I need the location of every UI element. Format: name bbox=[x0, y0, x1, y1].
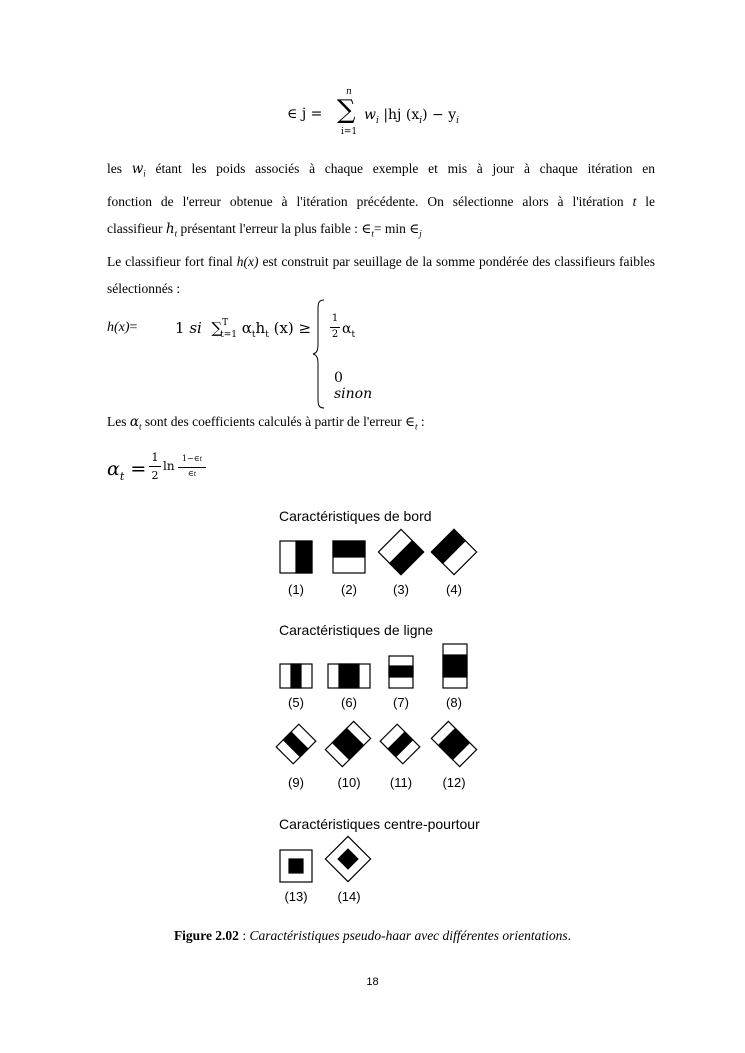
feature-8-icon bbox=[443, 644, 467, 688]
feature-10-icon bbox=[325, 721, 370, 766]
eq2-frac-num: 1 bbox=[151, 451, 159, 464]
eq2-den: ∈t bbox=[187, 469, 197, 478]
feature-label-2: (2) bbox=[341, 582, 357, 597]
feature-label-7: (7) bbox=[393, 695, 409, 710]
feature-label-12: (12) bbox=[442, 775, 466, 790]
eq2-lhs: $\alpha_t$ = bbox=[107, 458, 147, 483]
heading-edge-features: Caractéristiques de bord bbox=[279, 508, 432, 524]
feature-4-icon bbox=[431, 529, 476, 574]
rhs-alpha: $\alpha_t$ bbox=[342, 321, 356, 340]
p1-line1: les $w_i$ étant les poids associés à chaque exemple et mis à jour à chaque itération en bbox=[107, 161, 656, 179]
p1-line2: fonction de l'erreur obtenue à l'itération précédente. On sélectionne alors à l'itération t le bbox=[107, 193, 656, 209]
feature-2-icon bbox=[333, 541, 365, 573]
frac-den: 2 bbox=[331, 329, 339, 340]
feature-label-14: (14) bbox=[337, 889, 361, 904]
eq1-sum-upper: n bbox=[346, 87, 352, 97]
eq1-lhs: ∈ j = bbox=[287, 106, 323, 122]
eq1-term: $w_i$ |hj $(x_i) - y_i$ bbox=[364, 107, 460, 126]
feature-14-icon bbox=[325, 836, 370, 881]
page-number: 18 bbox=[366, 976, 379, 988]
case-2: 0 sinon bbox=[334, 370, 373, 402]
feature-label-13: (13) bbox=[284, 889, 308, 904]
case-1: 1 si ∑$^T_{t=1}$ $\alpha_th_t$ (x) ≥ bbox=[175, 318, 312, 340]
feature-label-1: (1) bbox=[288, 582, 304, 597]
eq2-num: 1−∈t bbox=[181, 454, 203, 463]
feature-5-icon bbox=[280, 664, 312, 688]
heading-center-surround-features: Caractéristiques centre-pourtour bbox=[279, 816, 480, 832]
feature-label-10: (10) bbox=[337, 775, 361, 790]
feature-label-9: (9) bbox=[288, 775, 304, 790]
feature-13-icon bbox=[280, 850, 312, 882]
feature-3-icon bbox=[378, 529, 423, 574]
paragraph-strong-classifier: Le classifieur fort final h(x) est construit par seuillage de la somme pondérée des classifieurs faibles sélectionnés : bbox=[107, 254, 656, 296]
feature-7-icon bbox=[389, 656, 413, 688]
feature-label-8: (8) bbox=[446, 695, 462, 710]
feature-label-5: (5) bbox=[288, 695, 304, 710]
frac-num: 1 bbox=[331, 313, 339, 324]
paragraph-alpha: Les $\alpha_t$ sont des coefficients calculés à partir de l'erreur $\in_t$ : bbox=[107, 414, 425, 432]
piecewise-lhs: h(x)= bbox=[107, 320, 138, 335]
feature-label-4: (4) bbox=[446, 582, 462, 597]
feature-9-icon bbox=[276, 724, 316, 764]
feature-11-icon bbox=[380, 724, 420, 764]
heading-line-features: Caractéristiques de ligne bbox=[279, 622, 434, 638]
eq1-sum-lower: i=1 bbox=[341, 127, 358, 137]
feature-1-icon bbox=[280, 541, 312, 573]
feature-12-icon bbox=[431, 721, 476, 766]
eq2-frac-den: 2 bbox=[151, 469, 159, 482]
eq2-ln: ln bbox=[163, 459, 175, 473]
figure-caption: Figure 2.02 : Caractéristiques pseudo-haar avec différentes orientations. bbox=[173, 928, 572, 943]
caption-text: Caractéristiques pseudo-haar avec différentes orientations bbox=[249, 928, 568, 943]
feature-label-11: (11) bbox=[389, 775, 413, 790]
p1-line3: classifieur $h_t$ présentant l'erreur la plus faible : $\in_t= \min$ $\in_j$ bbox=[107, 220, 422, 239]
feature-6-icon bbox=[328, 664, 370, 688]
feature-label-3: (3) bbox=[393, 582, 409, 597]
caption-label: Figure 2.02 bbox=[173, 928, 239, 943]
feature-label-6: (6) bbox=[341, 695, 357, 710]
sum-icon: ∑ bbox=[337, 95, 356, 125]
